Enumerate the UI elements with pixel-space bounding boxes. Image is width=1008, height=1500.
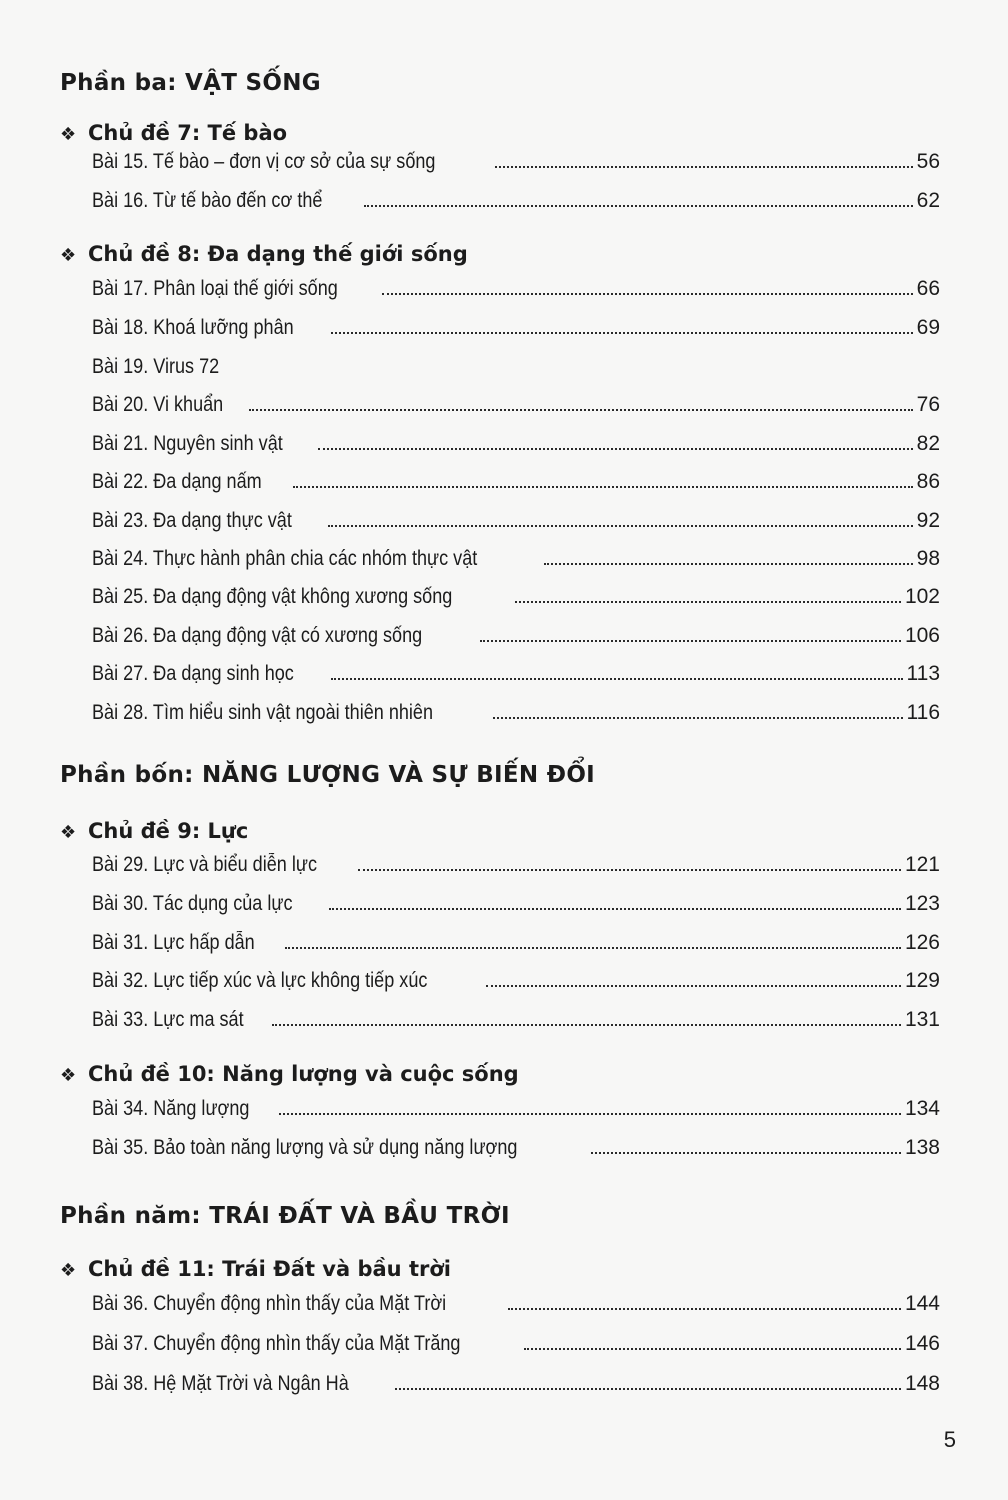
dot-leader [329,907,901,910]
toc-entry[interactable] [92,585,940,617]
topic-title: Chủ đề 10: Năng lượng và cuộc sống [88,1062,519,1086]
toc-entry[interactable] [92,470,940,502]
toc-entry-page: 66 [916,277,940,300]
toc-entry-page: 106 [904,624,940,647]
toc-entry-page: 129 [904,969,940,992]
toc-entry-label: Bài 17. Phân loại thế giới sống [92,277,338,300]
toc-entry-label: Bài 19. Virus 72 [92,355,220,378]
toc-entry-label: Bài 24. Thực hành phân chia các nhóm thực vật [92,547,478,570]
diamond-bullet-icon: ❖ [60,822,77,843]
toc-entry-page: 82 [916,432,940,455]
toc-entry-label: Bài 38. Hệ Mặt Trời và Ngân Hà [92,1372,349,1395]
toc-entry[interactable] [92,355,940,387]
dot-leader [495,165,912,168]
topic-heading [60,121,287,145]
toc-entry-label: Bài 27. Đa dạng sinh học [92,662,294,685]
toc-entry[interactable] [92,277,940,309]
dot-leader [358,868,901,871]
dot-leader [508,1307,901,1310]
toc-entry-page: 146 [904,1332,940,1355]
toc-entry[interactable] [92,1136,940,1168]
toc-entry-label: Bài 26. Đa dạng động vật có xương sống [92,624,423,647]
topic-heading [60,1257,451,1281]
dot-leader [328,524,912,527]
toc-entry-label: Bài 18. Khoá lưỡng phân [92,316,294,339]
toc-entry[interactable] [92,1008,940,1040]
toc-entry-label: Bài 32. Lực tiếp xúc và lực không tiếp xúc [92,969,428,992]
toc-entry-label: Bài 16. Từ tế bào đến cơ thể [92,189,323,212]
toc-entry-page: 138 [904,1136,940,1159]
topic-heading [60,242,468,266]
toc-entry[interactable] [92,624,940,656]
toc-entry[interactable] [92,701,940,733]
dot-leader [364,204,913,207]
toc-entry-label: Bài 29. Lực và biểu diễn lực [92,853,317,876]
toc-entry-page: 131 [904,1008,940,1031]
toc-entry[interactable] [92,316,940,348]
dot-leader [279,1112,901,1115]
toc-entry-label: Bài 15. Tế bào – đơn vị cơ sở của sự sống [92,150,436,173]
toc-entry-page: 113 [906,662,940,685]
toc-entry-label: Bài 20. Vi khuẩn [92,393,224,416]
toc-entry-page: 134 [904,1097,940,1120]
dot-leader [493,716,903,719]
toc-entry-label: Bài 36. Chuyển động nhìn thấy của Mặt Trời [92,1292,447,1315]
dot-leader [591,1151,901,1154]
toc-entry-page: 116 [906,701,940,724]
diamond-bullet-icon: ❖ [60,124,77,145]
part-title: Phần năm: TRÁI ĐẤT VÀ BẦU TRỜI [60,1203,510,1229]
toc-entry[interactable] [92,189,940,221]
toc-entry-page: 76 [916,393,940,416]
toc-entry-label: Bài 21. Nguyên sinh vật [92,432,283,455]
diamond-bullet-icon: ❖ [60,1260,77,1281]
toc-entry[interactable] [92,150,940,182]
toc-entry[interactable] [92,1292,940,1324]
toc-entry[interactable] [92,969,940,1001]
part-title: Phần bốn: NĂNG LƯỢNG VÀ SỰ BIẾN ĐỔI [60,762,596,788]
dot-leader [524,1347,901,1350]
toc-entry-label: Bài 35. Bảo toàn năng lượng và sử dụng năng lượng [92,1136,518,1159]
dot-leader [272,1023,901,1026]
toc-entry-page: 69 [916,316,940,339]
toc-entry-page: 123 [904,892,940,915]
toc-entry-page: 121 [904,853,940,876]
toc-entry-page: 98 [916,547,940,570]
toc-entry-label: Bài 33. Lực ma sát [92,1008,244,1031]
toc-entry-label: Bài 23. Đa dạng thực vật [92,509,292,532]
toc-entry[interactable] [92,853,940,885]
toc-entry-page: 86 [916,470,940,493]
toc-entry-page: 148 [904,1372,940,1395]
toc-entry-label: Bài 37. Chuyển động nhìn thấy của Mặt Trăng [92,1332,461,1355]
toc-entry[interactable] [92,393,940,425]
dot-leader [293,485,912,488]
toc-entry-page: 144 [904,1292,940,1315]
toc-entry-label: Bài 34. Năng lượng [92,1097,250,1120]
toc-entry-page: 102 [904,585,940,608]
toc-entry[interactable] [92,1372,940,1404]
topic-title: Chủ đề 7: Tế bào [88,121,288,145]
dot-leader [285,946,901,949]
toc-entry-page: 56 [916,150,940,173]
dot-leader [515,600,901,603]
dot-leader [480,639,901,642]
diamond-bullet-icon: ❖ [60,1065,77,1086]
diamond-bullet-icon: ❖ [60,245,77,266]
toc-entry-page: 126 [904,931,940,954]
dot-leader [486,984,901,987]
toc-entry[interactable] [92,1332,940,1364]
dot-leader [331,677,903,680]
topic-title: Chủ đề 11: Trái Đất và bầu trời [88,1257,451,1281]
dot-leader [331,331,913,334]
topic-title: Chủ đề 8: Đa dạng thế giới sống [88,242,468,266]
topic-heading [60,1062,519,1086]
toc-entry-label: Bài 28. Tìm hiểu sinh vật ngoài thiên nhiên [92,701,434,724]
toc-entry-label: Bài 22. Đa dạng nấm [92,470,262,493]
toc-entry-label: Bài 25. Đa dạng động vật không xương sống [92,585,453,608]
dot-leader [318,447,913,450]
dot-leader [249,408,913,411]
dot-leader [395,1387,901,1390]
toc-entry[interactable] [92,892,940,924]
toc-entry[interactable] [92,509,940,541]
page-number: 5 [943,1427,956,1452]
toc-entry[interactable] [92,662,940,694]
part-title: Phần ba: VẬT SỐNG [60,70,321,96]
toc-entry[interactable] [92,1097,940,1129]
toc-entry-page: 92 [916,509,940,532]
toc-entry-label: Bài 31. Lực hấp dẫn [92,931,255,954]
dot-leader [382,292,913,295]
toc-entry-label: Bài 30. Tác dụng của lực [92,892,293,915]
toc-entry[interactable] [92,432,940,464]
toc-entry-page: 62 [916,189,940,212]
toc-entry[interactable] [92,931,940,963]
toc-entry[interactable] [92,547,940,579]
topic-heading [60,819,248,843]
topic-title: Chủ đề 9: Lực [88,819,249,843]
dot-leader [544,562,913,565]
